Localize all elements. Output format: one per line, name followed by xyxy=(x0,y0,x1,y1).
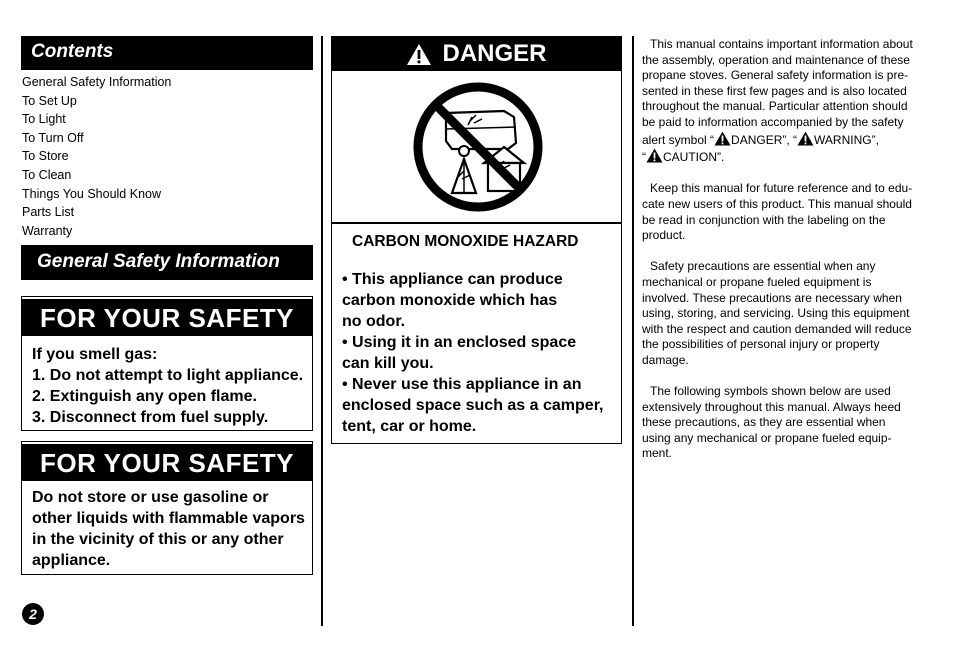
hazard-line: tent, car or home. xyxy=(342,418,477,435)
hazard-line: no odor. xyxy=(342,313,406,330)
text-line: mechanical or propane fueled equipment is xyxy=(642,274,872,289)
text-line: using, storing, and servicing. Using this equipment xyxy=(642,306,910,321)
contents-heading: Contents xyxy=(21,36,313,70)
intro-paragraph xyxy=(642,37,934,166)
hazard-line: • Never use this appliance in an xyxy=(342,376,582,393)
text-line: The following symbols shown below are used xyxy=(650,384,891,399)
text-line: sented in these first few pages and is also located xyxy=(642,83,907,98)
text-line: This manual contains important information about xyxy=(650,37,913,51)
text-line: damage. xyxy=(642,352,689,367)
table-of-contents xyxy=(22,73,171,240)
no-indoor-use-icon xyxy=(412,81,544,213)
toc-item-general-safety[interactable]: General Safety Information xyxy=(22,75,172,89)
text-line: Safety precautions are essential when any xyxy=(650,259,876,274)
safety-box-body xyxy=(22,481,312,571)
text-line: propane stoves. General safety information is pre- xyxy=(642,68,909,83)
toc-item-store[interactable]: To Store xyxy=(22,149,69,164)
text-line: be read in conjunction with the labeling on the xyxy=(642,212,886,227)
text-line: ment. xyxy=(642,446,673,461)
warning-triangle-icon xyxy=(714,131,731,146)
hazard-title: CARBON MONOXIDE HAZARD xyxy=(352,233,579,250)
hazard-line: carbon monoxide which has xyxy=(342,292,558,309)
toc-item-warranty[interactable]: Warranty xyxy=(22,223,73,238)
danger-header xyxy=(332,37,621,71)
danger-box xyxy=(331,36,622,444)
text-line: throughout the manual. Particular attention should xyxy=(642,99,908,114)
text-line: product. xyxy=(642,228,686,243)
toc-item-light[interactable]: To Light xyxy=(22,112,66,127)
text-line-symbols xyxy=(642,131,934,149)
safety-line: in the vicinity of this or any other xyxy=(32,531,284,548)
hazard-line: can kill you. xyxy=(342,355,434,372)
text-line: the assembly, operation and maintenance of these xyxy=(642,52,910,67)
text-line: cate new users of this product. This manual should xyxy=(642,196,912,211)
safety-line: appliance. xyxy=(32,552,111,569)
text-line: Keep this manual for future reference and to edu- xyxy=(650,181,913,196)
safety-line: 2. Extinguish any open flame. xyxy=(32,388,257,405)
text-line: the possibilities of personal injury or property xyxy=(642,337,880,352)
toc-item-turn-off[interactable]: To Turn Off xyxy=(22,130,84,145)
safety-line: If you smell gas: xyxy=(32,346,158,363)
toc-item-set-up[interactable]: To Set Up xyxy=(22,93,77,108)
toc-item-clean[interactable]: To Clean xyxy=(22,167,72,182)
warning-label: WARNING xyxy=(814,132,872,147)
safety-box-title: FOR YOUR SAFETY xyxy=(22,444,312,481)
warning-triangle-icon xyxy=(797,131,814,146)
hazard-line: enclosed space such as a camper, xyxy=(342,397,604,414)
column-divider-right xyxy=(632,36,634,626)
text-line-caution xyxy=(642,148,934,166)
general-safety-heading: General Safety Information xyxy=(21,245,313,280)
warning-triangle-icon xyxy=(406,43,432,66)
hazard-list xyxy=(342,269,603,437)
text-line: be paid to information accompanied by the safety xyxy=(642,114,904,129)
safety-line: 3. Disconnect from fuel supply. xyxy=(32,409,269,426)
toc-item-parts-list[interactable]: Parts List xyxy=(22,205,75,220)
text-fragment: ”, “ xyxy=(782,132,798,147)
warning-triangle-icon xyxy=(646,148,663,163)
text-fragment: “ xyxy=(642,150,646,165)
text-fragment: ”, xyxy=(871,132,879,147)
safety-line: other liquids with flammable vapors xyxy=(32,510,305,527)
danger-separator xyxy=(332,222,621,224)
intro-paragraph xyxy=(642,259,934,368)
danger-label: DANGER xyxy=(731,132,783,147)
page-number: 2 xyxy=(22,603,44,625)
intro-paragraph xyxy=(642,181,934,243)
column-divider-left xyxy=(321,36,323,626)
text-fragment: alert symbol “ xyxy=(642,132,715,147)
safety-box-flammables xyxy=(21,441,313,575)
safety-line: Do not store or use gasoline or xyxy=(32,489,269,506)
text-line: extensively throughout this manual. Always heed xyxy=(642,399,901,414)
text-line: these precautions, as they are essential when xyxy=(642,415,886,430)
safety-box-gas-smell xyxy=(21,296,313,431)
safety-box-body xyxy=(22,336,312,428)
text-line: using any mechanical or propane fueled equip- xyxy=(642,430,892,445)
text-line: with the respect and caution demanded will reduce xyxy=(642,321,912,336)
toc-item-things-to-know[interactable]: Things You Should Know xyxy=(22,186,161,201)
text-fragment: ”. xyxy=(717,150,725,165)
danger-title: DANGER xyxy=(442,40,547,67)
hazard-line: • This appliance can produce xyxy=(342,271,563,288)
safety-line: 1. Do not attempt to light appliance. xyxy=(32,367,304,384)
text-line: involved. These precautions are necessary when xyxy=(642,290,902,305)
hazard-line: • Using it in an enclosed space xyxy=(342,334,577,351)
safety-box-title: FOR YOUR SAFETY xyxy=(22,299,312,336)
caution-label: CAUTION xyxy=(663,150,717,165)
intro-text xyxy=(642,37,934,478)
intro-paragraph xyxy=(642,384,934,462)
